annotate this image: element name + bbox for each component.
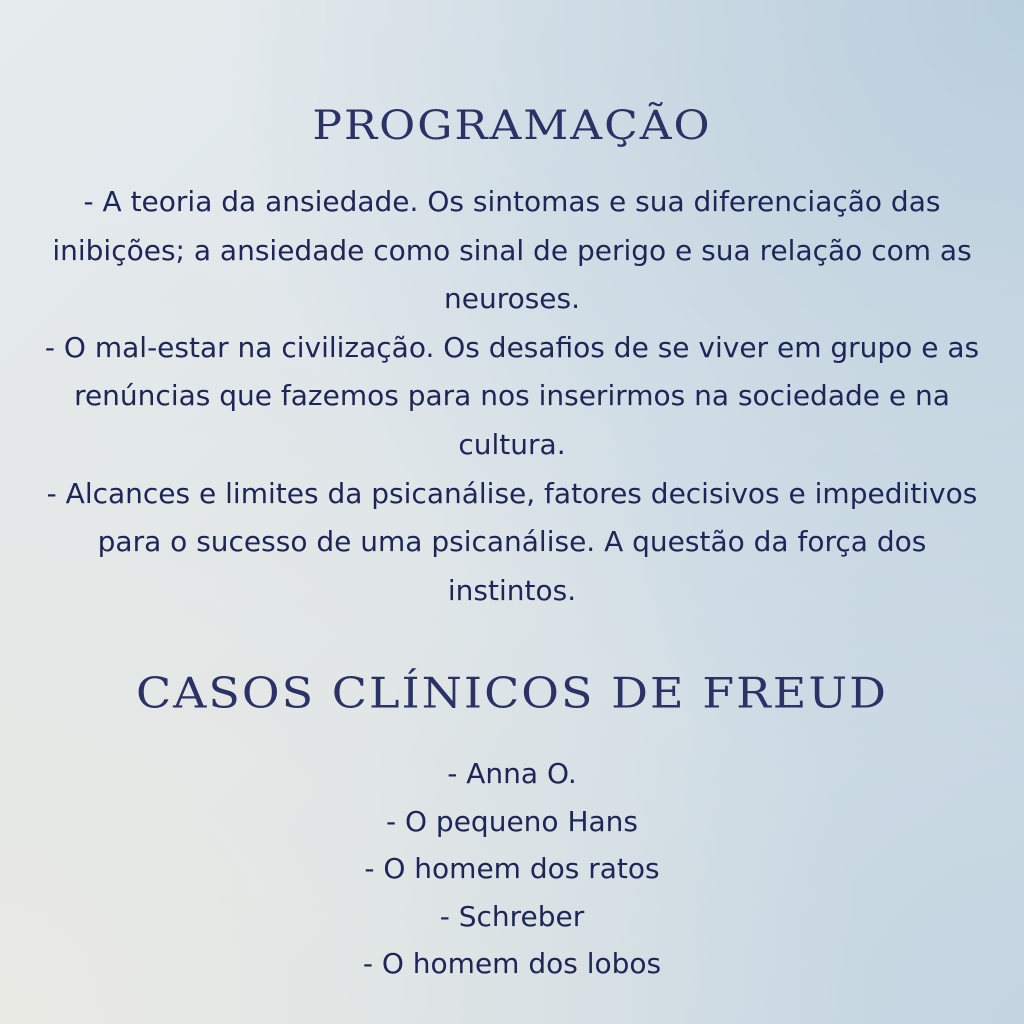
programacao-title: PROGRAMAÇÃO bbox=[312, 102, 712, 149]
programacao-list bbox=[40, 178, 984, 615]
casos-title: CASOS CLÍNICOS DE FREUD bbox=[135, 668, 888, 718]
caso-item-pequeno-hans: - O pequeno Hans bbox=[385, 804, 638, 838]
programacao-item-ansiedade: - A teoria da ansiedade. Os sintomas e sua diferenciação das inibições; a ansiedade como sinal de perigo e sua relação com as neuroses. bbox=[52, 185, 972, 316]
caso-item-homem-lobos: - O homem dos lobos bbox=[362, 947, 662, 980]
caso-item-homem-ratos: - O homem dos ratos bbox=[364, 852, 660, 885]
caso-item-anna-o: - Anna O. bbox=[447, 757, 577, 790]
caso-item-schreber: - Schreber bbox=[439, 899, 585, 933]
programacao-item-mal-estar: - O mal-estar na civilização. Os desafios de se viver em grupo e as renúncias que fazemos para nos inserirmos na sociedade e na cultura. bbox=[44, 330, 980, 461]
casos-list bbox=[0, 750, 1024, 988]
programacao-item-alcances: - Alcances e limites da psicanálise, fatores decisivos e impeditivos para o sucesso de uma psicanálise. A questão da força dos instintos. bbox=[46, 476, 978, 607]
